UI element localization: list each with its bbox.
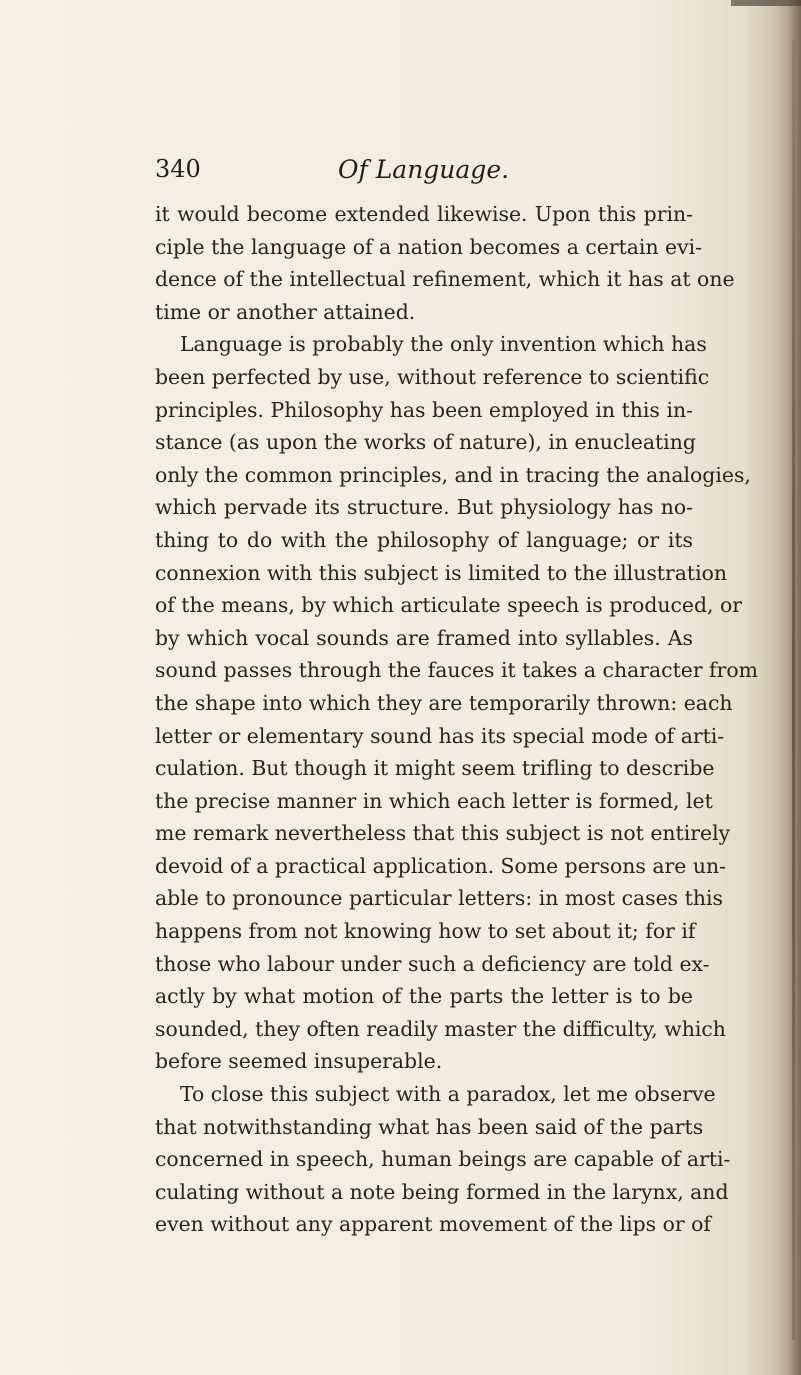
text-line: been perfected by use, without reference to scientific bbox=[155, 364, 710, 389]
text-line: the shape into which they are temporarily thrown: each bbox=[155, 690, 733, 715]
text-line: dence of the intellectual refinement, which it has at one bbox=[155, 267, 735, 292]
text-line: me remark nevertheless that this subject is not entirely bbox=[155, 821, 731, 846]
text-line: devoid of a practical application. Some persons are un- bbox=[155, 853, 726, 878]
text-line: To close this subject with a paradox, let me observe bbox=[180, 1082, 716, 1107]
text-line: connexion with this subject is limited to the illustration bbox=[155, 560, 728, 585]
text-line: stance (as upon the works of nature), in enucleating bbox=[155, 430, 696, 455]
text-line: time or another attained. bbox=[155, 299, 416, 324]
page-edge-line bbox=[792, 40, 795, 1340]
text-line: culation. But though it might seem trifling to describe bbox=[155, 756, 715, 781]
text-line: principles. Philosophy has been employed in this in- bbox=[155, 397, 693, 422]
text-line: even without any apparent movement of the lips or of bbox=[155, 1212, 711, 1237]
text-line: sound passes through the fauces it takes a character from bbox=[155, 658, 758, 683]
text-line: ciple the language of a nation becomes a certain evi- bbox=[155, 234, 703, 259]
text-line: happens from not knowing how to set about it; for if bbox=[155, 919, 696, 944]
text-line: the precise manner in which each letter is formed, let bbox=[155, 788, 713, 813]
binding-shadow bbox=[773, 0, 801, 1375]
text-line: sounded, they often readily master the difficulty, which bbox=[155, 1016, 726, 1041]
text-line: concerned in speech, human beings are capable of arti- bbox=[155, 1147, 731, 1172]
text-line: Language is probably the only invention which has bbox=[180, 332, 707, 357]
text-line: it would become extended likewise. Upon this prin- bbox=[155, 202, 693, 226]
text-line: letter or elementary sound has its special mode of arti- bbox=[155, 723, 725, 748]
text-line: before seemed insuperable. bbox=[155, 1049, 443, 1074]
text-line: culating without a note being formed in the larynx, and bbox=[155, 1179, 729, 1204]
text-line: able to pronounce particular letters: in most cases this bbox=[155, 886, 723, 911]
text-line: by which vocal sounds are framed into syllables. As bbox=[155, 625, 693, 650]
page-number: 340 bbox=[155, 155, 201, 183]
body-text bbox=[155, 198, 758, 1241]
text-line: thing to do with the philosophy of language; or its bbox=[155, 527, 693, 552]
text-line: actly by what motion of the parts the letter is to be bbox=[155, 984, 693, 1009]
text-line: which pervade its structure. But physiology has no- bbox=[155, 495, 693, 520]
page-header bbox=[155, 155, 715, 195]
text-line: those who labour under such a deficiency are told ex- bbox=[155, 951, 710, 976]
running-title: Of Language. bbox=[338, 155, 510, 184]
text-line: of the means, by which articulate speech is produced, or bbox=[155, 593, 743, 618]
text-line: only the common principles, and in tracing the analogies, bbox=[155, 462, 751, 487]
text-line: that notwithstanding what has been said of the parts bbox=[155, 1114, 704, 1139]
